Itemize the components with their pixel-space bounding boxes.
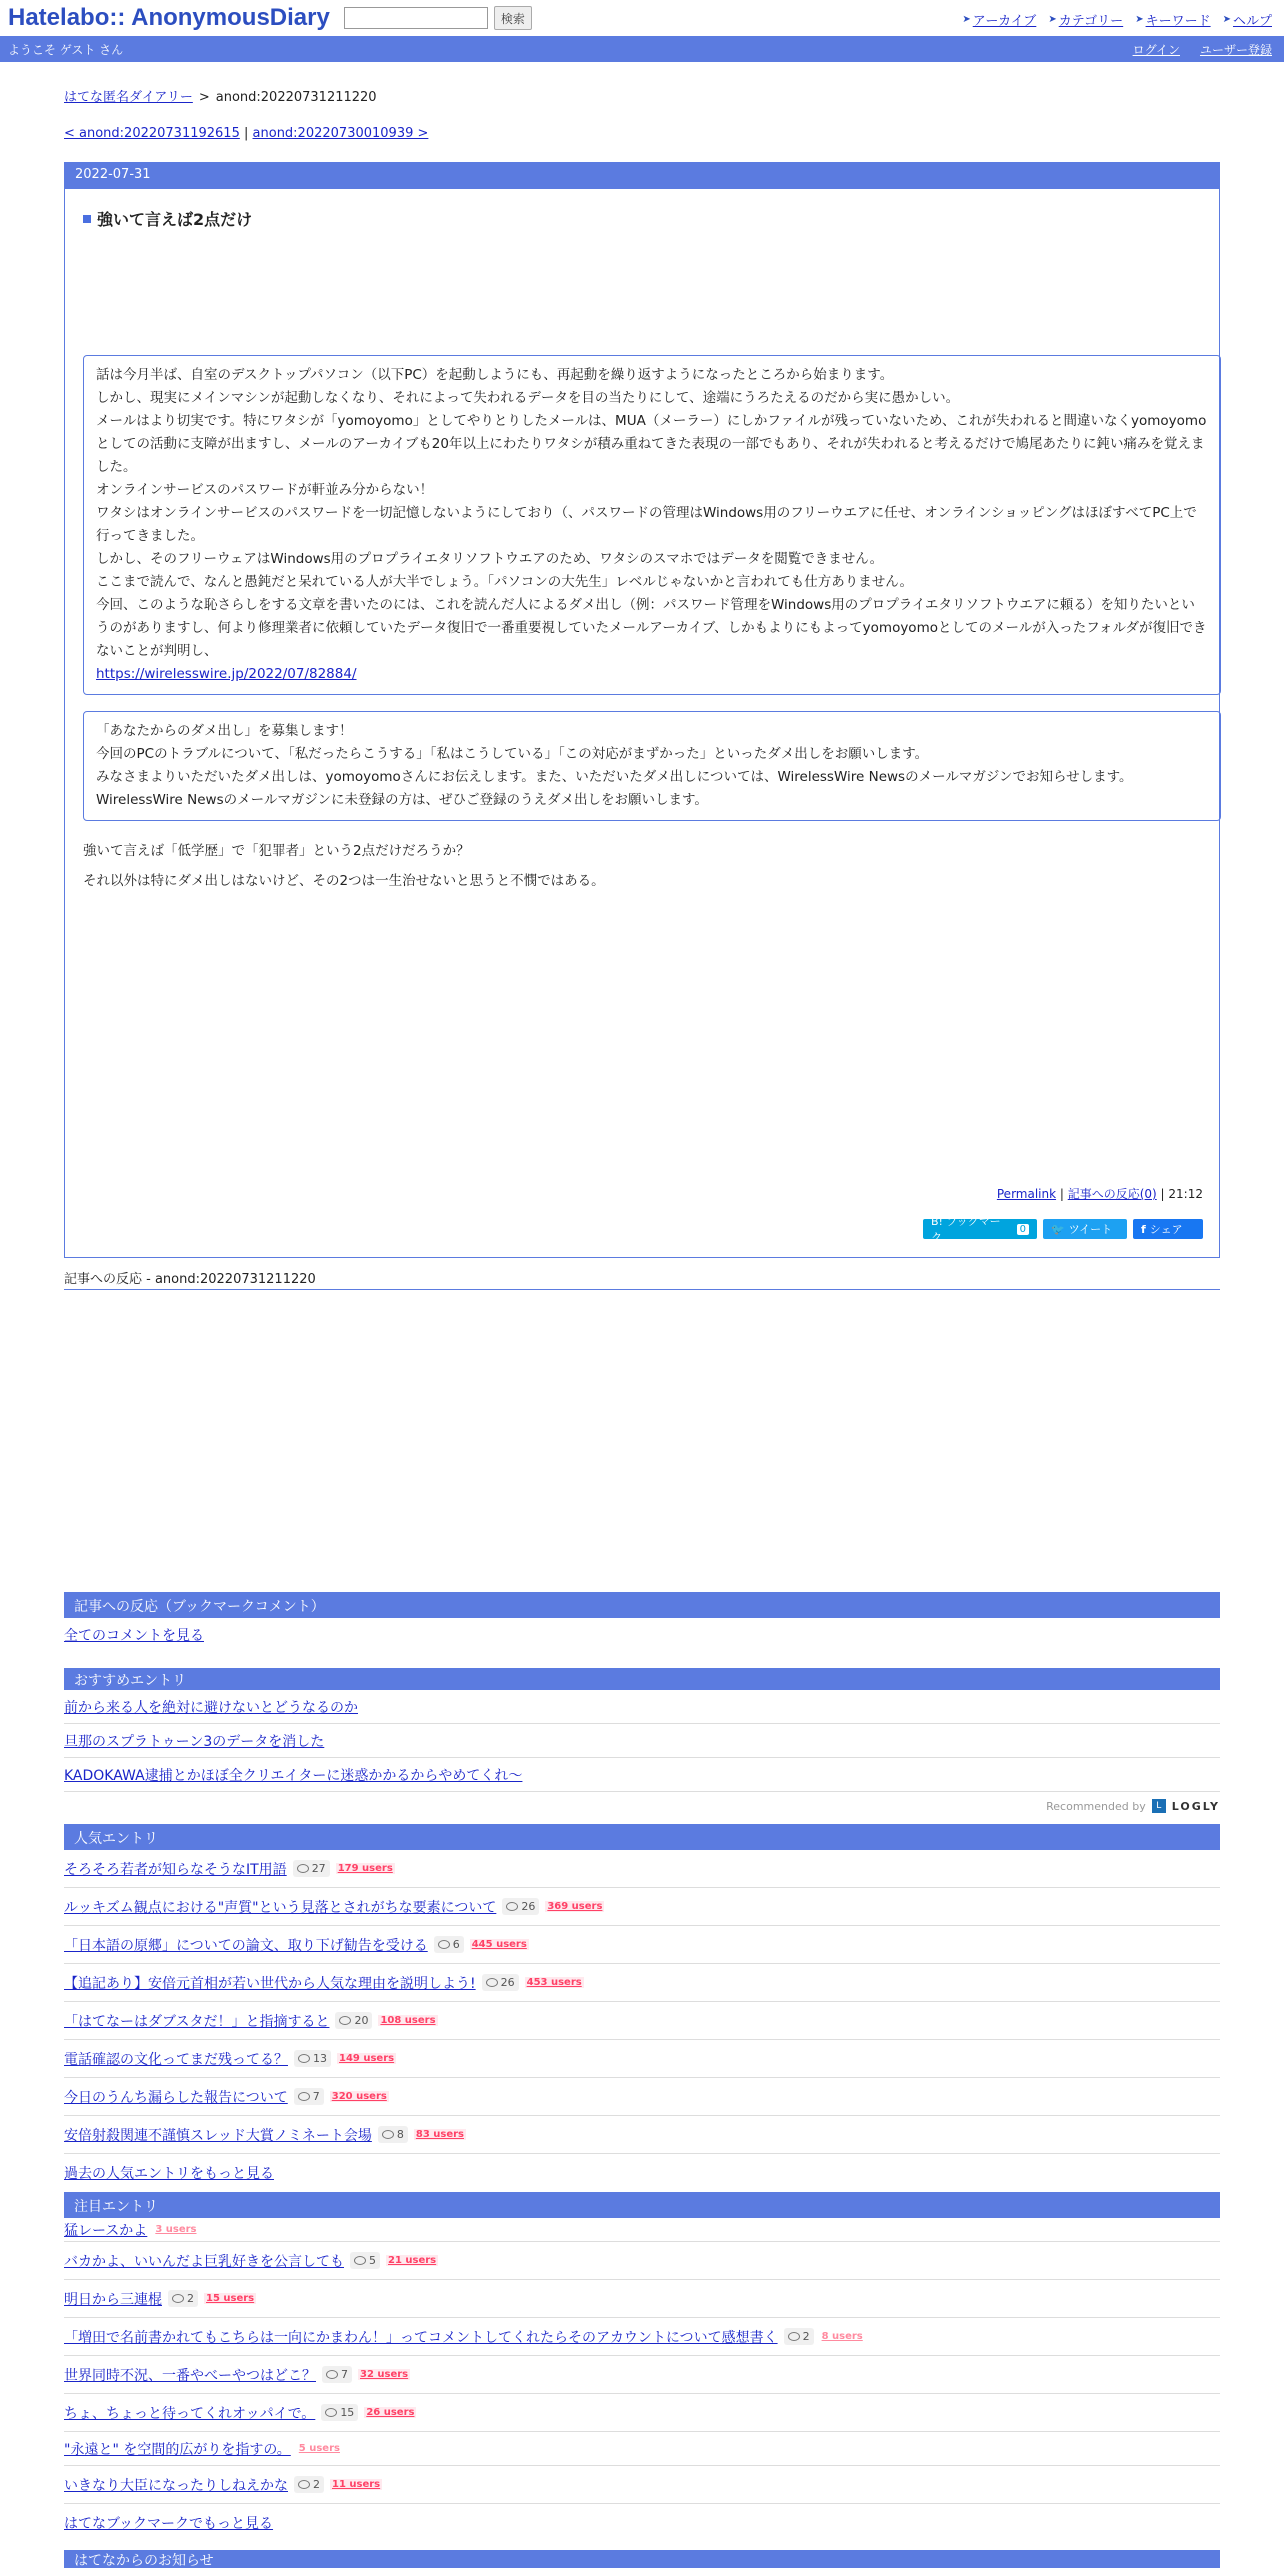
comment-bubble-icon	[297, 1864, 309, 1873]
quote-block-2	[83, 711, 1221, 821]
recommended-head: おすすめエントリ	[64, 1668, 1220, 1690]
users-badge[interactable]: 83 users	[415, 2129, 464, 2140]
breadcrumb-home[interactable]: はてな匿名ダイアリー	[64, 90, 193, 105]
quote1-line: オンラインサービスのパスワードが軒並み分からない！	[96, 482, 434, 498]
users-badge[interactable]: 21 users	[388, 2255, 437, 2266]
comment-count[interactable]: 5	[350, 2252, 380, 2269]
welcome-bar	[0, 36, 1284, 62]
nav-keyword[interactable]: ➤ キーワード	[1135, 14, 1211, 29]
nav-category[interactable]: ➤ カテゴリー	[1048, 14, 1124, 29]
arrow-icon: ➤	[1135, 14, 1144, 25]
welcome-text: ようこそ ゲスト さん	[8, 42, 124, 57]
recommended-by: Recommended by L LOGLY	[1046, 1799, 1220, 1813]
arrow-icon: ➤	[1048, 14, 1057, 25]
facebook-share-button[interactable]: f シェア	[1133, 1219, 1203, 1239]
users-badge[interactable]: 179 users	[337, 1863, 393, 1874]
users-badge[interactable]: 11 users	[332, 2479, 381, 2490]
table-row: いきなり大臣になったりしねえかな 2 11 users	[64, 2466, 1220, 2504]
comment-count[interactable]: 6	[434, 1936, 464, 1953]
hatena-news-head: はてなからのお知らせ	[64, 2550, 1220, 2568]
bookmark-comments-section	[64, 1592, 1220, 1652]
breadcrumb-current: anond:20220731211220	[215, 90, 377, 105]
quote1-line: 話は今月半ば、自室のデスクトップパソコン（以下PC）を起動しようにも、再起動を繰り返すようになったところから始まります。	[96, 367, 894, 383]
comment-count[interactable]: 15	[321, 2404, 358, 2421]
title-square-icon	[83, 215, 91, 223]
quote1-line: ここまで読んで、なんと愚鈍だと呆れている人が大半でしょう。「パソコンの大先生」レベルじゃないかと言われても仕方ありません。	[96, 574, 914, 590]
all-comments-link[interactable]: 全てのコメントを見る	[64, 1628, 204, 1644]
quote2-line: 今回のPCのトラブルについて、「私だったらこうする」「私はこうしている」「この対応がまずかった」といったダメ出しをお願いします。	[96, 746, 929, 762]
top-bar	[0, 0, 1284, 36]
comment-bubble-icon	[326, 2370, 338, 2379]
popular-head: 人気エントリ	[64, 1824, 1220, 1850]
notable-head: 注目エントリ	[64, 2192, 1220, 2218]
comment-count[interactable]: 26	[482, 1974, 519, 1991]
search-input[interactable]	[344, 7, 488, 29]
arrow-icon: ➤	[1222, 14, 1231, 25]
tweet-button[interactable]: 🐦 ツイート	[1043, 1219, 1127, 1239]
comment-bubble-icon	[298, 2480, 310, 2489]
users-badge[interactable]: 320 users	[331, 2091, 387, 2102]
users-badge[interactable]: 453 users	[526, 1977, 582, 1988]
logly-logo[interactable]: LOGLY	[1171, 1799, 1220, 1813]
recommended-section	[64, 1668, 1220, 1820]
comment-bubble-icon	[438, 1940, 450, 1949]
users-badge[interactable]: 445 users	[471, 1939, 527, 1950]
table-row: "永遠と" を空間的広がりを指すの。 5 users	[64, 2432, 1220, 2466]
users-badge[interactable]: 5 users	[298, 2443, 340, 2454]
top-nav	[962, 10, 1272, 29]
entry-date: 2022-07-31	[65, 163, 1219, 189]
comment-count[interactable]: 7	[294, 2088, 324, 2105]
search-button[interactable]: 検索	[494, 6, 532, 30]
table-row: 安倍射殺関連不謹慎スレッド大賞ノミネート会場 8 83 users	[64, 2116, 1220, 2154]
comment-count[interactable]: 8	[378, 2126, 408, 2143]
list-item: 前から来る人を絶対に避けないとどうなるのか	[64, 1690, 1220, 1724]
register-link[interactable]: ユーザー登録	[1199, 43, 1272, 57]
comment-count[interactable]: 2	[784, 2328, 814, 2345]
table-row: 世界同時不況、一番やべーやつはどこ？ 7 32 users	[64, 2356, 1220, 2394]
comment-bubble-icon	[339, 2016, 351, 2025]
hatena-bookmark-button[interactable]: B! ブックマーク 0	[923, 1219, 1037, 1239]
comment-count[interactable]: 27	[293, 1860, 330, 1877]
table-row: 「はてなーはダブスタだ！」と指摘すると 20 108 users	[64, 2002, 1220, 2040]
entry-paragraph: 強いて言えば「低学歴」で「犯罪者」という2点だけだろうか？	[83, 843, 470, 859]
popular-section	[64, 1824, 1220, 2192]
notable-section	[64, 2192, 1220, 2542]
reactions-link[interactable]: 記事への反応(0)	[1067, 1187, 1157, 1201]
users-badge[interactable]: 3 users	[155, 2224, 197, 2235]
entry-title[interactable]: 強いて言えば2点だけ	[83, 207, 252, 230]
more-bookmarks-link[interactable]: はてなブックマークでもっと見る	[64, 2516, 274, 2532]
users-badge[interactable]: 108 users	[380, 2015, 436, 2026]
users-badge[interactable]: 8 users	[821, 2331, 863, 2342]
comment-count[interactable]: 13	[294, 2050, 331, 2067]
more-popular-link[interactable]: 過去の人気エントリをもっと見る	[64, 2166, 274, 2182]
breadcrumb: はてな匿名ダイアリー > anond:20220731211220	[64, 90, 377, 105]
login-link[interactable]: ログイン	[1132, 43, 1180, 57]
comment-bubble-icon	[486, 1978, 498, 1987]
quote1-line: しかし、そのフリーウェアはWindows用のプロプライエタリソフトウエアのため、ワタシのスマホではデータを閲覧できません。	[96, 551, 884, 567]
logly-logo-icon[interactable]: L	[1152, 1799, 1166, 1813]
comment-count[interactable]: 20	[335, 2012, 372, 2029]
comment-count[interactable]: 7	[322, 2366, 352, 2383]
diary-entry	[64, 162, 1220, 1258]
users-badge[interactable]: 32 users	[360, 2369, 409, 2380]
users-badge[interactable]: 26 users	[366, 2407, 415, 2418]
list-item: KADOKAWA逮捕とかほぼ全クリエイターに迷惑かかるからやめてくれ〜	[64, 1758, 1220, 1792]
comment-count[interactable]: 2	[168, 2290, 198, 2307]
share-bar	[923, 1215, 1203, 1244]
quote-source-link[interactable]: https://wirelesswire.jp/2022/07/82884/	[96, 666, 357, 682]
hatena-news-section	[64, 2550, 1220, 2568]
comment-bubble-icon	[354, 2256, 366, 2265]
quote2-line: 「あなたからのダメ出し」を募集します！	[96, 723, 353, 739]
search-form	[344, 6, 532, 30]
users-badge[interactable]: 15 users	[206, 2293, 255, 2304]
table-row: 「増田で名前書かれてもこちらは一向にかまわん！」ってコメントしてくれたらそのアカウントについて感想書く 2 8 users	[64, 2318, 1220, 2356]
prev-entry-link[interactable]: < anond:20220731192615	[64, 126, 240, 141]
twitter-icon: 🐦	[1051, 1222, 1065, 1236]
entry-paragraph: それ以外は特にダメ出しはないけど、その2つは一生治せないと思うと不憫ではある。	[83, 873, 605, 889]
list-item: 旦那のスプラトゥーン3のデータを消した	[64, 1724, 1220, 1758]
comment-bubble-icon	[325, 2408, 337, 2417]
bookmark-comments-head: 記事への反応（ブックマークコメント）	[64, 1592, 1220, 1618]
comment-bubble-icon	[298, 2092, 310, 2101]
comment-count[interactable]: 26	[502, 1898, 539, 1915]
facebook-icon: f	[1141, 1222, 1146, 1236]
table-row: ちょ、ちょっと待ってくれオッパイで。 15 26 users	[64, 2394, 1220, 2432]
entry-time: 21:12	[1168, 1187, 1203, 1201]
table-row: 電話確認の文化ってまだ残ってる？ 13 149 users	[64, 2040, 1220, 2078]
quote1-line: ワタシはオンラインサービスのパスワードを一切記憶しないようにしており（、パスワードの管理はWindows用のフリーウエアに任せ、オンラインショッピングはほぼすべてPC上で行ってきました。	[96, 505, 1197, 544]
quote1-line: 今回、このような恥さらしをする文章を書いたのには、これを読んだ人によるダメ出し（例：パスワード管理をWindows用のプロプライエタリソフトウエアに頼る）を知りたいというのがありますし、何より修理業者に依頼していたデータ復旧で一番重要視していたメールアーカイブ、しかもよりにもよってyomoyomoとしてのメールが入ったフォルダが復旧できないことが判明し、	[96, 597, 1207, 659]
comment-bubble-icon	[298, 2054, 310, 2063]
comment-bubble-icon	[382, 2130, 394, 2139]
nav-help[interactable]: ➤ ヘルプ	[1222, 14, 1272, 29]
table-row: 猛レースかよ 3 users	[64, 2218, 1220, 2242]
quote2-line: みなさまよりいただいたダメ出しは、yomoyomoさんにお伝えします。また、いただいたダメ出しについては、WirelessWire Newsのメールマガジンでお知らせします。WirelessWire Newsのメールマガジンに未登録の方は、ぜひご登録のうえダメ出しをお願いします。	[96, 769, 1133, 808]
permalink[interactable]: Permalink	[996, 1187, 1057, 1201]
table-row: 今日のうんち漏らした報告について 7 320 users	[64, 2078, 1220, 2116]
users-badge[interactable]: 149 users	[339, 2053, 395, 2064]
quote-block-1	[83, 355, 1221, 695]
quote1-line: メールはより切実です。特にワタシが「yomoyomo」としてやりとりしたメールは、MUA（メーラー）にしかファイルが残っていないため、これが失われると間違いなくyomoyomoとしての活動に支障が出ますし、メールのアーカイブも20年以上にわたりワタシが積み重ねてきた表現の一部でもあり、それが失われると考えるだけで鳩尾あたりに鈍い痛みを覚えました。	[96, 413, 1207, 475]
prev-next-nav	[64, 126, 1220, 141]
table-row: バカかよ、いいんだよ巨乳好きを公言しても 5 21 users	[64, 2242, 1220, 2280]
table-row: そろそろ若者が知らなそうなIT用語 27 179 users	[64, 1850, 1220, 1888]
comment-bubble-icon	[788, 2332, 800, 2341]
table-row: ルッキズム観点における"声質"という見落とされがちな要素について 26 369 users	[64, 1888, 1220, 1926]
comment-bubble-icon	[506, 1902, 518, 1911]
arrow-icon: ➤	[962, 14, 971, 25]
site-logo[interactable]: Hatelabo:: AnonymousDiary	[8, 4, 330, 31]
entry-footer: Permalink | 記事への反応(0) | 21:12	[996, 1187, 1203, 1201]
next-entry-link[interactable]: anond:20220730010939 >	[252, 126, 429, 141]
comment-count[interactable]: 2	[294, 2476, 324, 2493]
nav-archive[interactable]: ➤ アーカイブ	[962, 14, 1037, 29]
users-badge[interactable]: 369 users	[547, 1901, 603, 1912]
reaction-title: 記事への反応 - anond:20220731211220	[64, 1268, 1220, 1290]
bookmark-count: 0	[1017, 1224, 1029, 1235]
prev-next-separator: |	[244, 126, 249, 141]
table-row: 【追記あり】安倍元首相が若い世代から人気な理由を説明しよう! 26 453 users	[64, 1964, 1220, 2002]
comment-bubble-icon	[172, 2294, 184, 2303]
quote1-line: しかし、現実にメインマシンが起動しなくなり、それによって失われるデータを目の当たりにして、途端にうろたえるのだから実に愚かしい。	[96, 390, 960, 406]
table-row: 明日から三連棍 2 15 users	[64, 2280, 1220, 2318]
table-row: 「日本語の原郷」についての論文、取り下げ勧告を受ける 6 445 users	[64, 1926, 1220, 1964]
